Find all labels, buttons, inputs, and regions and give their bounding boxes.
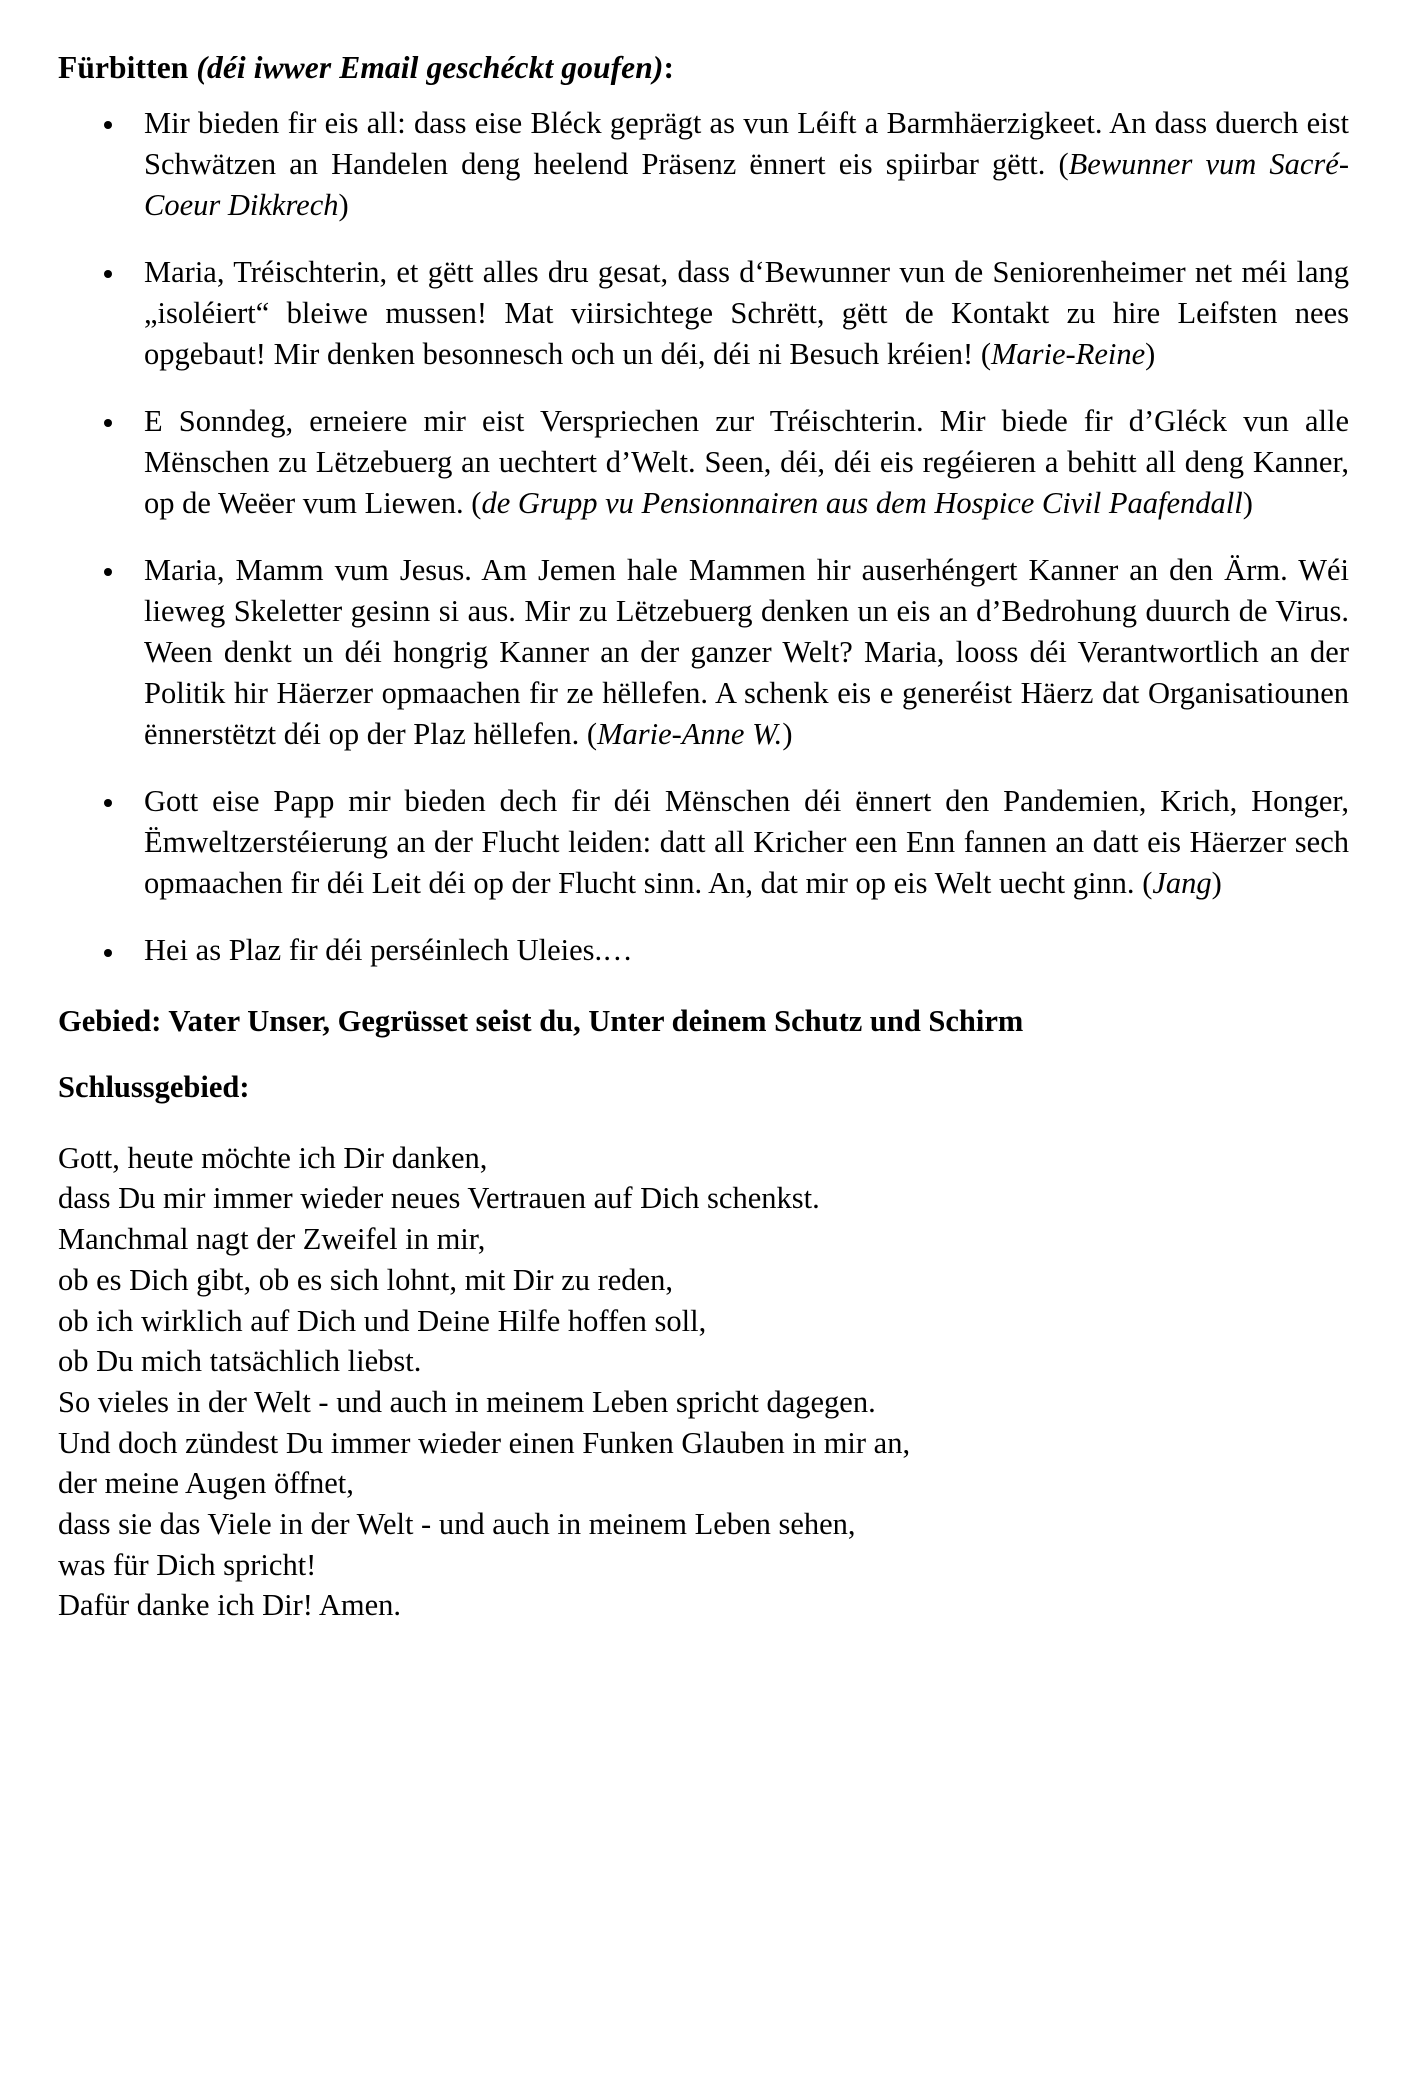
bullet-dot-icon xyxy=(104,121,112,129)
list-item xyxy=(58,401,1363,524)
attribution-open-paren: ( xyxy=(980,337,991,372)
intercessions-list xyxy=(58,103,1363,971)
attribution-close-paren: ) xyxy=(1242,486,1253,521)
attribution: Marie-Reine xyxy=(991,337,1146,372)
attribution-close-paren: ) xyxy=(1145,337,1156,372)
prayer-line: Und doch zündest Du immer wieder einen Funken Glauben in mir an, xyxy=(58,1425,911,1460)
prayer-line: dass Du mir immer wieder neues Vertrauen auf Dich schenkst. xyxy=(58,1181,820,1216)
attribution-open-paren: ( xyxy=(1058,146,1069,181)
bullet-dot-icon xyxy=(104,419,112,427)
prayer-line: ob es Dich gibt, ob es sich lohnt, mit Dir zu reden, xyxy=(58,1262,673,1297)
prayer-line: Dafür danke ich Dir! Amen. xyxy=(58,1588,402,1623)
prayer-line: Manchmal nagt der Zweifel in mir, xyxy=(58,1222,486,1257)
attribution: Bewunner vum Sacré-Coeur Dikkrech xyxy=(144,146,1349,222)
intercession-body: Mir bieden fir eis all: dass eise Bléck geprägt as vun Léift a Barmhäerzigkeet. An dass duerch eist Schwätzen an Handelen deng heelend Präsenz ënnert eis spiirbar gëtt. xyxy=(144,105,1349,181)
list-item xyxy=(58,103,1363,226)
prayer-line: der meine Augen öffnet, xyxy=(58,1466,354,1501)
list-item xyxy=(58,550,1363,755)
prayer-line: Gott, heute möchte ich Dir danken, xyxy=(58,1140,488,1175)
page-title xyxy=(58,48,1363,89)
prayer-line: was für Dich spricht! xyxy=(58,1547,317,1582)
attribution: Marie-Anne W. xyxy=(597,717,783,752)
attribution: de Grupp vu Pensionnairen aus dem Hospice Civil Paafendall xyxy=(481,486,1243,521)
intercession-body: E Sonndeg, erneiere mir eist Verspriechen zur Tréischterin. Mir biede fir d’Gléck vun alle Mënschen zu Lëtzebuerg an uechtert d’Welt. Seen, déi, déi eis regéieren a behitt all deng Kanner, op de Weëer vum Liewen. xyxy=(144,404,1349,521)
intercession-text-3 xyxy=(144,404,1349,520)
closing-prayer-block xyxy=(58,1138,1363,1626)
intercession-text-6 xyxy=(144,933,633,967)
bullet-dot-icon xyxy=(104,949,112,957)
attribution-close-paren: ) xyxy=(782,717,793,752)
attribution: Jang xyxy=(1152,866,1212,901)
bullet-dot-icon xyxy=(104,270,112,278)
bullet-dot-icon xyxy=(104,799,112,807)
prayer-line: ob ich wirklich auf Dich und Deine Hilfe hoffen soll, xyxy=(58,1303,707,1338)
prayer-line: dass sie das Viele in der Welt - und auch in meinem Leben sehen, xyxy=(58,1507,856,1542)
schlussgebied-heading: Schlussgebied: xyxy=(58,1070,250,1105)
bullet-dot-icon xyxy=(104,568,112,576)
list-item xyxy=(58,781,1363,904)
intercession-text-1 xyxy=(144,106,1349,222)
intercession-body: Maria, Tréischterin, et gëtt alles dru gesat, dass d‘Bewunner vun de Seniorenheimer net méi lang „isoléiert“ bleiwe mussen! Mat viirsichtege Schrëtt, gëtt de Kontakt zu hire Leifsten nees opgebaut! Mir denken besonnesch och un déi, déi ni Besuch kréien! xyxy=(144,254,1349,372)
intercession-body: Gott eise Papp mir bieden dech fir déi Mënschen déi ënnert den Pandemien, Krich, Honger, Ëmweltzerstéierung an der Flucht leiden: datt all Kricher een Enn fannen an datt eis Häerzer sech opmaachen fir déi Leit déi op der Flucht sinn. An, dat mir op eis Welt uecht ginn. xyxy=(144,784,1349,901)
intercession-body: Maria, Mamm vum Jesus. Am Jemen hale Mammen hir auserhéngert Kanner an den Ärm. Wéi lieweg Skeletter gesinn si aus. Mir zu Lëtzebuerg denken un eis an d’Bedrohung duurch de Virus. Ween denkt un déi hongrig Kanner an der ganzer Welt? Maria, looss déi Verantwortlich an der Politik hir Häerzer opmaachen fir ze hëllefen. A schenk eis e generéist Häerz dat Organisatiounen ënnerstëtzt déi op der Plaz hëllefen. xyxy=(144,553,1349,752)
intercession-text-5 xyxy=(144,784,1349,900)
attribution-open-paren: ( xyxy=(586,717,598,752)
list-item xyxy=(58,252,1363,375)
intercession-body: Hei as Plaz fir déi perséinlech Uleies.… xyxy=(144,933,633,968)
prayer-line: ob Du mich tatsächlich liebst. xyxy=(58,1344,422,1379)
attribution-close-paren: ) xyxy=(1211,866,1222,901)
attribution-open-paren: ( xyxy=(471,486,482,521)
page-title-suffix: : xyxy=(663,50,675,85)
attribution-close-paren: ) xyxy=(338,187,349,222)
prayer-line: So vieles in der Welt - und auch in meinem Leben spricht dagegen. xyxy=(58,1384,876,1419)
attribution-open-paren: ( xyxy=(1142,866,1153,901)
page-title-bold: Fürbitten xyxy=(58,50,197,85)
page-title-italic: (déi iwwer Email geschéckt goufen) xyxy=(196,50,664,85)
gebied-heading: Gebied: Vater Unser, Gegrüsset seist du, Unter deinem Schutz und Schirm xyxy=(58,1004,1024,1039)
list-item xyxy=(58,930,1363,971)
intercession-text-4 xyxy=(144,553,1349,751)
intercession-text-2 xyxy=(144,255,1349,371)
